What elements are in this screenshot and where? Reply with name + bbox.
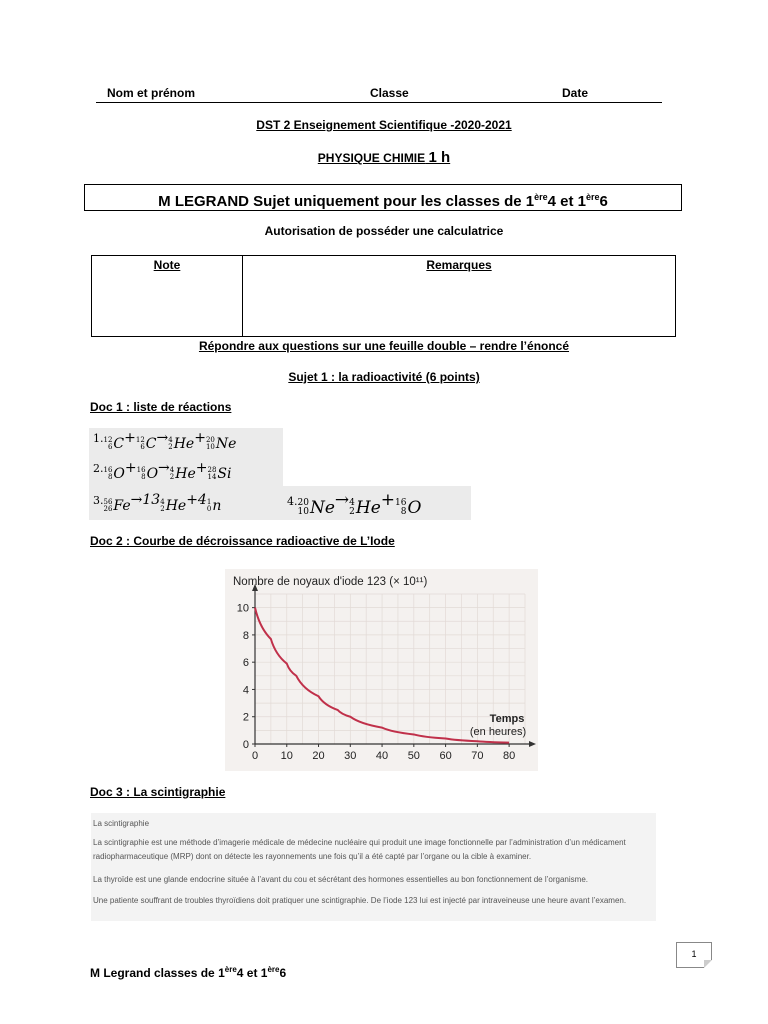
teacher-banner [84, 184, 682, 211]
reaction-4 [287, 490, 421, 518]
duration: 1 h [428, 149, 451, 166]
isotope-numbers [298, 499, 309, 517]
isotope [206, 436, 236, 452]
mass-number: 4 [169, 466, 175, 474]
mass-number: 4 [168, 436, 173, 444]
plus-sign: + [186, 492, 198, 508]
mass-number: 16 [136, 466, 146, 474]
note-cell [92, 256, 243, 336]
decay-chart-svg [225, 569, 538, 771]
class-label: Classe [370, 86, 409, 100]
isotope-numbers [104, 499, 113, 513]
reaction-3 [93, 492, 221, 514]
footer-prefix: M Legrand classes de [90, 966, 219, 980]
reaction-number: 3. [93, 494, 104, 507]
reaction-number: 2. [93, 462, 104, 475]
isotope-numbers [207, 499, 211, 513]
atomic-number: 0 [206, 505, 212, 513]
x-tick-label: 70 [471, 750, 484, 762]
atomic-number: 8 [107, 473, 113, 481]
doc3-title: Doc 3 : La scintigraphie [90, 785, 226, 799]
reactions-image [89, 428, 283, 520]
element-symbol: He [175, 466, 196, 482]
atomic-number: 8 [400, 507, 407, 517]
isotope-numbers [170, 467, 174, 481]
footer-n2: 1 [260, 966, 268, 980]
date-label: Date [562, 86, 589, 100]
isotope-numbers [206, 437, 215, 451]
isotope [349, 498, 381, 518]
element-symbol: C [113, 436, 125, 452]
class2-sup: ère [585, 192, 600, 202]
reaction-2 [93, 460, 231, 482]
plus-sign: + [124, 430, 136, 446]
atomic-number: 2 [168, 443, 173, 451]
isotope [136, 436, 157, 452]
teacher-banner-text: M LEGRAND Sujet uniquement pour les classes de [158, 193, 526, 210]
x-axis-label-unit: (en heures) [469, 726, 527, 738]
element-symbol: Fe [113, 498, 131, 514]
isotope [395, 498, 421, 518]
reaction-number: 4. [287, 495, 298, 508]
element-symbol: O [113, 466, 125, 482]
atomic-number: 10 [297, 507, 309, 517]
element-symbol: He [355, 498, 381, 518]
isotope [104, 498, 131, 514]
atomic-number: 14 [207, 473, 217, 481]
student-info-row [96, 86, 662, 103]
y-tick-label: 6 [242, 657, 249, 670]
element-symbol: He [173, 436, 195, 452]
reaction4-image [283, 486, 471, 520]
mass-number: 4 [349, 498, 355, 508]
grade-table [91, 255, 676, 337]
footer-sup2: ère [267, 965, 280, 974]
x-tick-label: 60 [439, 750, 452, 762]
coefficient: 13 [142, 492, 161, 508]
y-tick-label: 10 [236, 602, 249, 615]
isotope-numbers [168, 437, 172, 451]
isotope-numbers [160, 499, 164, 513]
arrow-sign: → [158, 460, 170, 476]
isotope [104, 466, 125, 482]
scintigraphy-text [91, 813, 656, 921]
subject-name: PHYSIQUE CHIMIE [317, 151, 426, 165]
y-tick-label: 4 [242, 684, 249, 697]
decay-chart [225, 569, 538, 771]
reaction-1 [93, 430, 236, 452]
doc3-paragraph-2: La thyroïde est une glande endocrine située à l’avant du cou et sécrétant des hormones essentielles au bon fonctionnement de l’organisme. [93, 875, 588, 884]
mass-number: 28 [207, 466, 217, 474]
atomic-number: 2 [349, 507, 355, 517]
mass-number: 20 [205, 436, 215, 444]
isotope [168, 436, 194, 452]
x-axis-arrow [529, 741, 536, 747]
x-tick-label: 0 [251, 750, 259, 762]
element-symbol: O [146, 466, 159, 482]
y-tick-label: 0 [242, 739, 249, 751]
reaction-number: 1. [93, 432, 104, 445]
doc3-paragraph-1: La scintigraphie est une méthode d’imagerie médicale de médecine nucléaire qui produit une image fonctionnelle par l’administration d’un médicament radiopharmaceutique (MRP) dont on détecte les rayonnements une fois qu’il a été capté par l’organe ou la cible à examiner. [93, 838, 626, 861]
plus-sign: + [195, 460, 208, 476]
remarks-cell [243, 256, 675, 336]
x-tick-label: 40 [375, 750, 389, 762]
plus-sign: + [124, 460, 137, 476]
footer-sup1: ère [224, 965, 237, 974]
isotope [207, 466, 231, 482]
footer-mid: 4 et [236, 966, 261, 980]
chart-title: Nombre de noyaux d'iode 123 (× 10¹¹) [233, 576, 428, 588]
isotope [298, 498, 335, 518]
mass-number: 1 [206, 498, 212, 506]
doc3-paragraph-3: Une patiente souffrant de troubles thyroïdiens doit pratiquer une scintigraphie. De l’iode 123 lui est injecté par intraveineuse une heure avant l’examen. [93, 896, 627, 905]
isotope-numbers [349, 499, 355, 517]
class2-num: 1 [577, 193, 586, 210]
atomic-number: 10 [205, 443, 215, 451]
element-symbol: Ne [309, 498, 335, 518]
doc3-heading: La scintigraphie [93, 819, 150, 828]
page-number: 1 [676, 942, 712, 968]
x-tick-label: 50 [407, 750, 420, 762]
instructions: Répondre aux questions sur une feuille double – rendre l’énoncé [198, 339, 570, 353]
mass-number: 20 [297, 498, 309, 508]
x-tick-label: 30 [344, 750, 357, 762]
element-symbol: He [165, 498, 187, 514]
class2-suffix: 6 [599, 193, 608, 210]
element-symbol: Ne [215, 436, 237, 452]
footer [90, 965, 286, 980]
remarks-header: Remarques [426, 258, 492, 272]
mass-number: 12 [135, 436, 145, 444]
mass-number: 12 [103, 436, 113, 444]
atomic-number: 2 [169, 473, 175, 481]
class1-suffix: 4 et [547, 193, 578, 210]
note-header: Note [153, 258, 181, 272]
class1-num: 1 [525, 193, 535, 210]
arrow-sign: → [156, 430, 169, 446]
x-tick-label: 10 [280, 750, 293, 762]
mass-number: 16 [395, 498, 407, 508]
mass-number: 56 [103, 498, 113, 506]
isotope [207, 498, 222, 514]
isotope [104, 436, 125, 452]
isotope-numbers [104, 467, 113, 481]
mass-number: 16 [103, 466, 113, 474]
x-tick-label: 20 [312, 750, 325, 762]
atomic-number: 26 [103, 505, 113, 513]
footer-n1: 1 [218, 966, 225, 980]
atomic-number: 6 [140, 443, 145, 451]
footer-suffix: 6 [279, 966, 287, 980]
isotope [137, 466, 158, 482]
isotope [170, 466, 196, 482]
element-symbol: Si [217, 466, 232, 482]
coefficient: 4 [197, 492, 207, 508]
mass-number: 4 [160, 498, 165, 506]
isotope [160, 498, 186, 514]
arrow-sign: → [334, 490, 350, 510]
plus-sign: + [194, 430, 206, 446]
x-axis-label: Temps [489, 713, 525, 725]
sujet1-title: Sujet 1 : la radioactivité (6 points) [288, 370, 480, 384]
name-label: Nom et prénom [107, 86, 196, 100]
subject-title [0, 149, 768, 166]
doc2-title: Doc 2 : Courbe de décroissance radioactive de L’Iode [90, 534, 395, 548]
isotope-numbers [207, 467, 216, 481]
x-tick-label: 80 [502, 750, 516, 762]
arrow-sign: → [130, 492, 143, 508]
y-tick-label: 8 [242, 629, 249, 642]
element-symbol: n [212, 498, 222, 514]
isotope-numbers [104, 437, 113, 451]
isotope-numbers [395, 499, 406, 517]
element-symbol: O [407, 498, 422, 518]
element-symbol: C [145, 436, 157, 452]
isotope-numbers [137, 467, 146, 481]
atomic-number: 6 [107, 443, 113, 451]
calculator-note: Autorisation de posséder une calculatrice [264, 224, 504, 238]
exam-title: DST 2 Enseignement Scientifique -2020-2021 [256, 118, 512, 132]
plus-sign: + [380, 490, 396, 510]
class1-sup: ère [534, 192, 548, 202]
atomic-number: 2 [160, 505, 165, 513]
atomic-number: 8 [141, 473, 146, 481]
y-tick-label: 2 [242, 711, 249, 724]
isotope-numbers [136, 437, 145, 451]
doc1-title: Doc 1 : liste de réactions [90, 400, 232, 414]
